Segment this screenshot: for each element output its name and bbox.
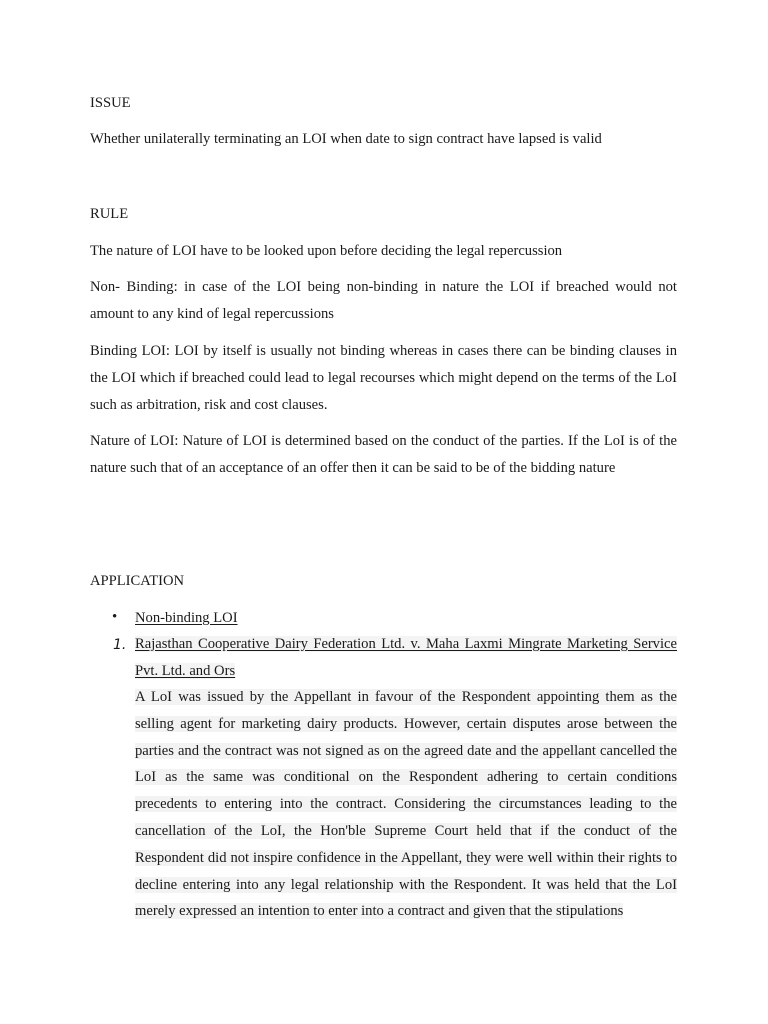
- rule-binding: Binding LOI: LOI by itself is usually not binding whereas in cases there can be binding clauses in the LOI which if breached could lead to legal recourses which might depend on the terms of the LoI such as arbitration, risk and cost clauses.: [90, 343, 677, 413]
- issue-text: Whether unilaterally terminating an LOI when date to sign contract have lapsed is valid: [90, 131, 602, 147]
- application-heading: APPLICATION: [90, 573, 185, 589]
- rule-intro: The nature of LOI have to be looked upon before deciding the legal repercussion: [90, 243, 563, 259]
- case-body-text: A LoI was issued by the Appellant in favour of the Respondent appointing them as the selling agent for marketing dairy products. However, certain disputes arose between the parties and the contract was not signed as on the agreed date and the appellant cancelled the LoI as the same was conditional on the Respondent adhering to certain conditions precedents to entering into the contract. Considering the circumstances leading to the cancellation of the LoI, the Hon'ble Supreme Court held that if the conduct of the Respondent did not inspire confidence in the Appellant, they were well within their rights to decline entering into any legal relationship with the Respondent. It was held that the LoI merely expressed an intention to enter into a contract and given that the stipulations: [135, 689, 677, 920]
- bullet-label-non-binding: Non-binding LOI: [135, 610, 238, 626]
- case-body: [135, 684, 677, 925]
- bullet-marker: •: [112, 609, 118, 625]
- issue-heading: ISSUE: [90, 95, 131, 111]
- rule-non-binding: Non- Binding: in case of the LOI being non-binding in nature the LOI if breached would not amount to any kind of legal repercussions: [90, 279, 677, 322]
- rule-nature: Nature of LOI: Nature of LOI is determined based on the conduct of the parties. If the LoI is of the nature such that of an acceptance of an offer then it can be said to be of the bidding nature: [90, 433, 677, 476]
- case-title: [135, 631, 677, 685]
- number-marker: 1.: [113, 637, 127, 653]
- case-title-text: Rajasthan Cooperative Dairy Federation Ltd. v. Maha Laxmi Mingrate Marketing Service Pvt. Ltd. and Ors: [135, 636, 677, 679]
- rule-heading: RULE: [90, 206, 129, 222]
